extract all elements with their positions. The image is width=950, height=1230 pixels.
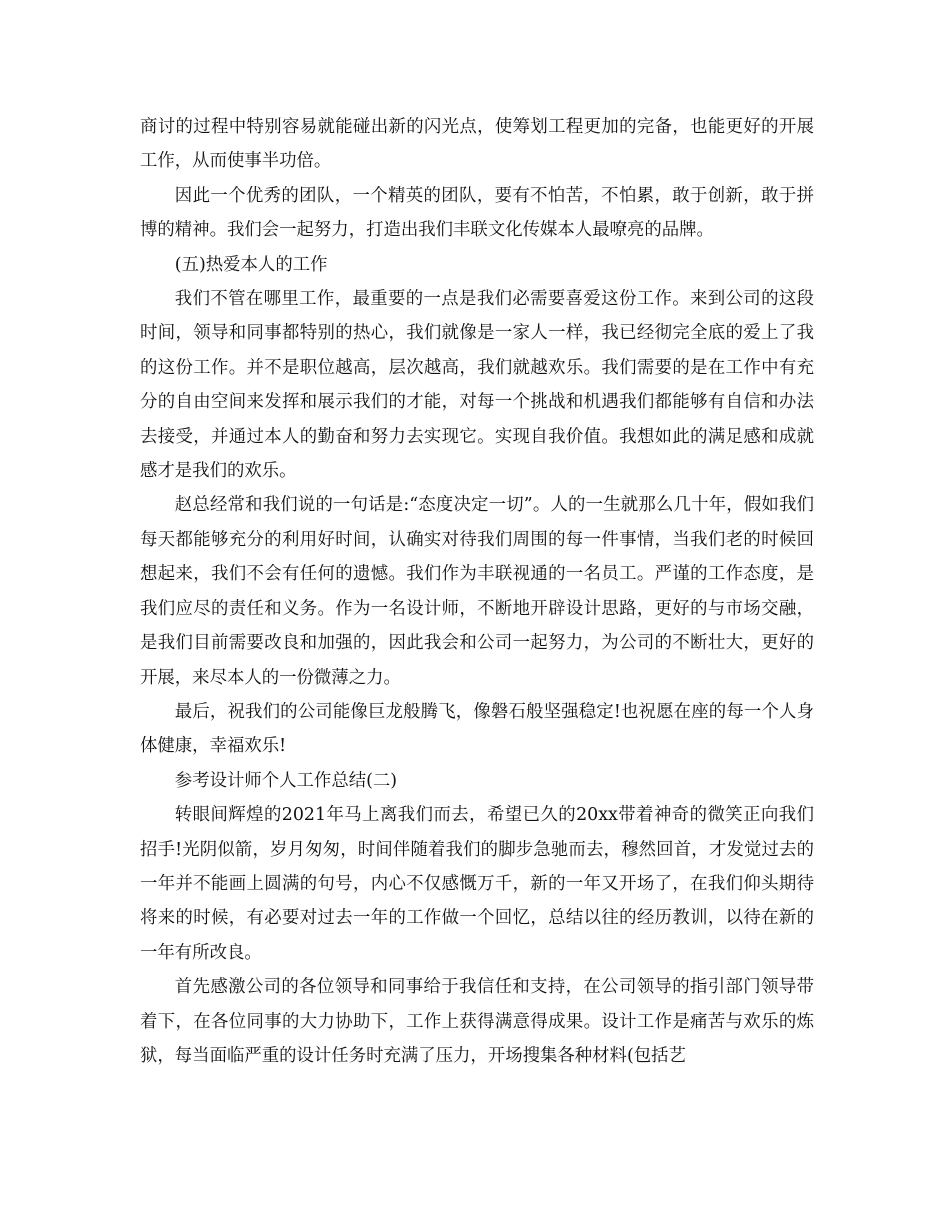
paragraph-2: 因此一个优秀的团队，一个精英的团队，要有不怕苦，不怕累，敢于创新，敢于拼博的精神。我们会一起努力，打造出我们丰联文化传媒本人最嘹亮的品牌。 <box>140 185 814 241</box>
paragraph-3: 我们不管在哪里工作，最重要的一点是我们必需要喜爱这份工作。来到公司的这段时间，领导和同事都特别的热心，我们就像是一家人一样，我已经彻完全底的爱上了我的这份工作。并不是职位越高，层次越高，我们就越欢乐。我们需要的是在工作中有充分的自由空间来发挥和展示我们的才能，对每一个挑战和机遇我们都能够有自信和办法去接受，并通过本人的勤奋和努力去实现它。实现自我价值。我想如此的满足感和成就感才是我们的欢乐。 <box>140 289 814 482</box>
paragraph-6: 转眼间辉煌的2021年马上离我们而去，希望已久的20xx带着神奇的微笑正向我们招手!光阴似箭，岁月匆匆，时间伴随着我们的脚步急驰而去，穆然回首，才发觉过去的一年并不能画上圆满的句号，内心不仅感慨万千，新的一年又开场了，在我们仰头期待将来的时候，有必要对过去一年的工作做一个回忆，总结以往的经历教训，以待在新的一年有所改良。 <box>140 805 814 963</box>
document-body <box>140 110 814 1073</box>
section-heading-part-2: 参考设计师个人工作总结(二) <box>174 770 398 791</box>
paragraph-5: 最后，祝我们的公司能像巨龙般腾飞，像磐石般坚强稳定!也祝愿在座的每一个人身体健康，幸福欢乐! <box>140 701 814 757</box>
section-heading-5: (五)热爱本人的工作 <box>174 254 328 275</box>
paragraph-4: 赵总经常和我们说的一句话是:“态度决定一切”。人的一生就那么几十年，假如我们每天都能够充分的利用好时间，认确实对待我们周围的每一件事情，当我们老的时候回想起来，我们不会有任何的遗憾。我们作为丰联视通的一名员工。严谨的工作态度，是我们应尽的责任和义务。作为一名设计师，不断地开辟设计思路，更好的与市场交融，是我们目前需要改良和加强的，因此我会和公司一起努力，为公司的不断壮大，更好的开展，来尽本人的一份微薄之力。 <box>140 495 814 688</box>
paragraph-7: 首先感激公司的各位领导和同事给于我信任和支持，在公司领导的指引部门领导带着下，在各位同事的大力协助下，工作上获得满意得成果。设计工作是痛苦与欢乐的炼狱，每当面临严重的设计任务时充满了压力，开场搜集各种材料(包括艺 <box>140 977 814 1066</box>
paragraph-1: 商讨的过程中特别容易就能碰出新的闪光点，使筹划工程更加的完备，也能更好的开展工作，从而使事半功倍。 <box>140 117 814 172</box>
